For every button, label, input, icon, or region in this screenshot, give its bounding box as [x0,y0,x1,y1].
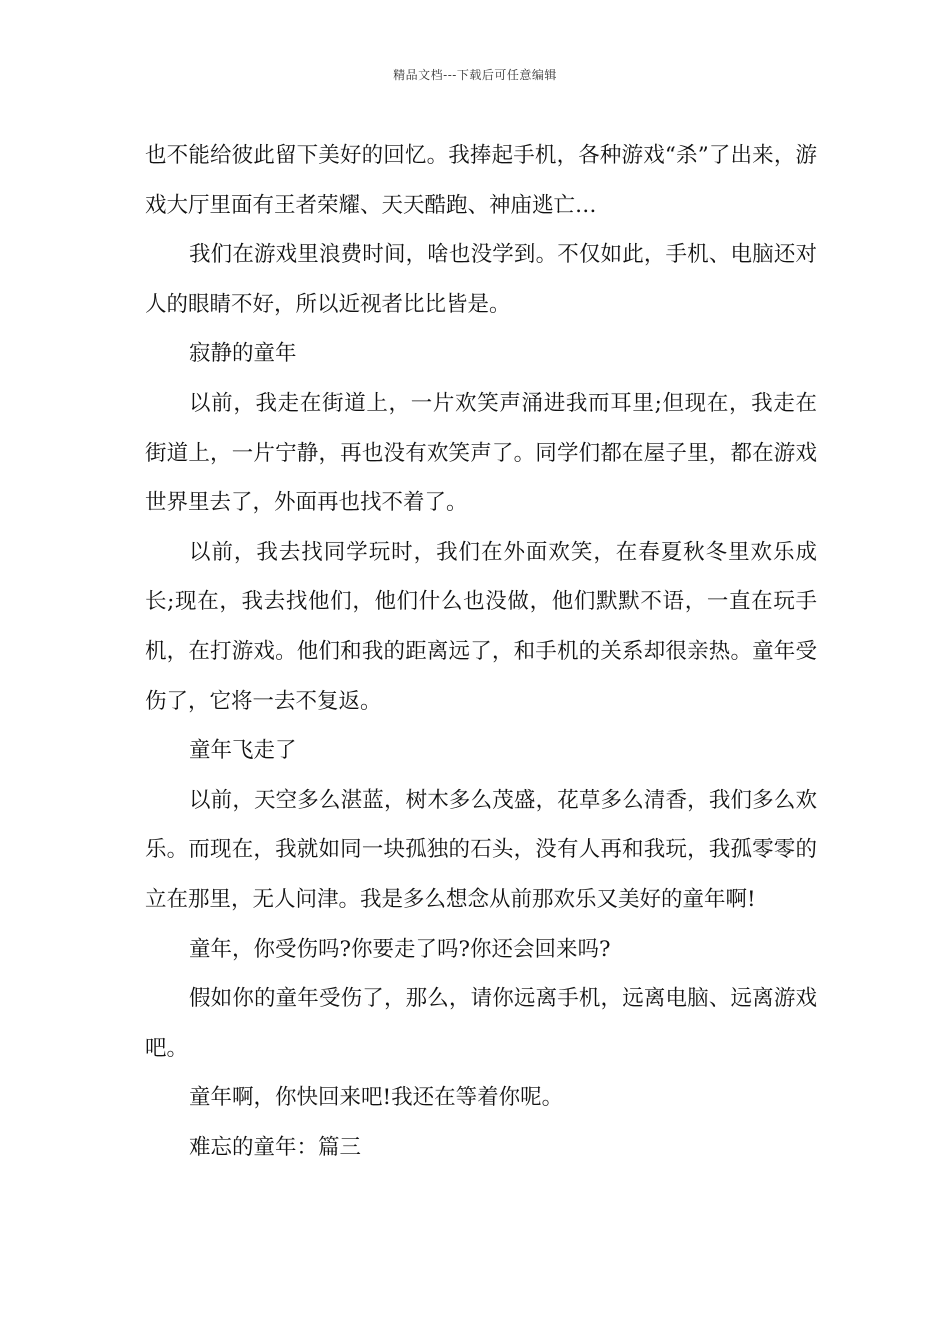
paragraph-2: 我们在游戏里浪费时间，啥也没学到。不仅如此，手机、电脑还对人的眼睛不好，所以近视者比比皆是。 [145,242,817,317]
paragraph-1: 也不能给彼此留下美好的回忆。我捧起手机，各种游戏“杀”了出来，游戏大厅里面有王者荣耀、天天酷跑、神庙逃亡… [145,143,817,218]
paragraph-5: 以前，天空多么湛蓝，树木多么茂盛，花草多么清香，我们多么欢乐。而现在，我就如同一块孤独的石头，没有人再和我玩，我孤零零的立在那里，无人问津。我是多么想念从前那欢乐又美好的童年啊! [145,787,817,912]
page-header: 精品文档---下载后可任意编辑 [393,68,557,82]
section-heading-silent-childhood: 寂静的童年 [189,341,297,367]
paragraph-7: 假如你的童年受伤了，那么，请你远离手机，远离电脑、远离游戏吧。 [145,986,817,1061]
paragraph-6: 童年，你受伤吗?你要走了吗?你还会回来吗? [189,936,611,962]
section-heading-part-three: 难忘的童年：篇三 [189,1134,362,1160]
paragraph-4: 以前，我去找同学玩时，我们在外面欢笑，在春夏秋冬里欢乐成长;现在，我去找他们，他们什么也没做，他们默默不语，一直在玩手机，在打游戏。他们和我的距离远了，和手机的关系却很亲热。童年受伤了，它将一去不复返。 [145,539,817,714]
section-heading-childhood-flew-away: 童年飞走了 [189,738,297,764]
paragraph-8: 童年啊，你快回来吧!我还在等着你呢。 [189,1085,564,1111]
document-body [145,131,817,1172]
paragraph-3: 以前，我走在街道上，一片欢笑声涌进我而耳里;但现在，我走在街道上，一片宁静，再也没有欢笑声了。同学们都在屋子里，都在游戏世界里去了，外面再也找不着了。 [145,390,817,516]
